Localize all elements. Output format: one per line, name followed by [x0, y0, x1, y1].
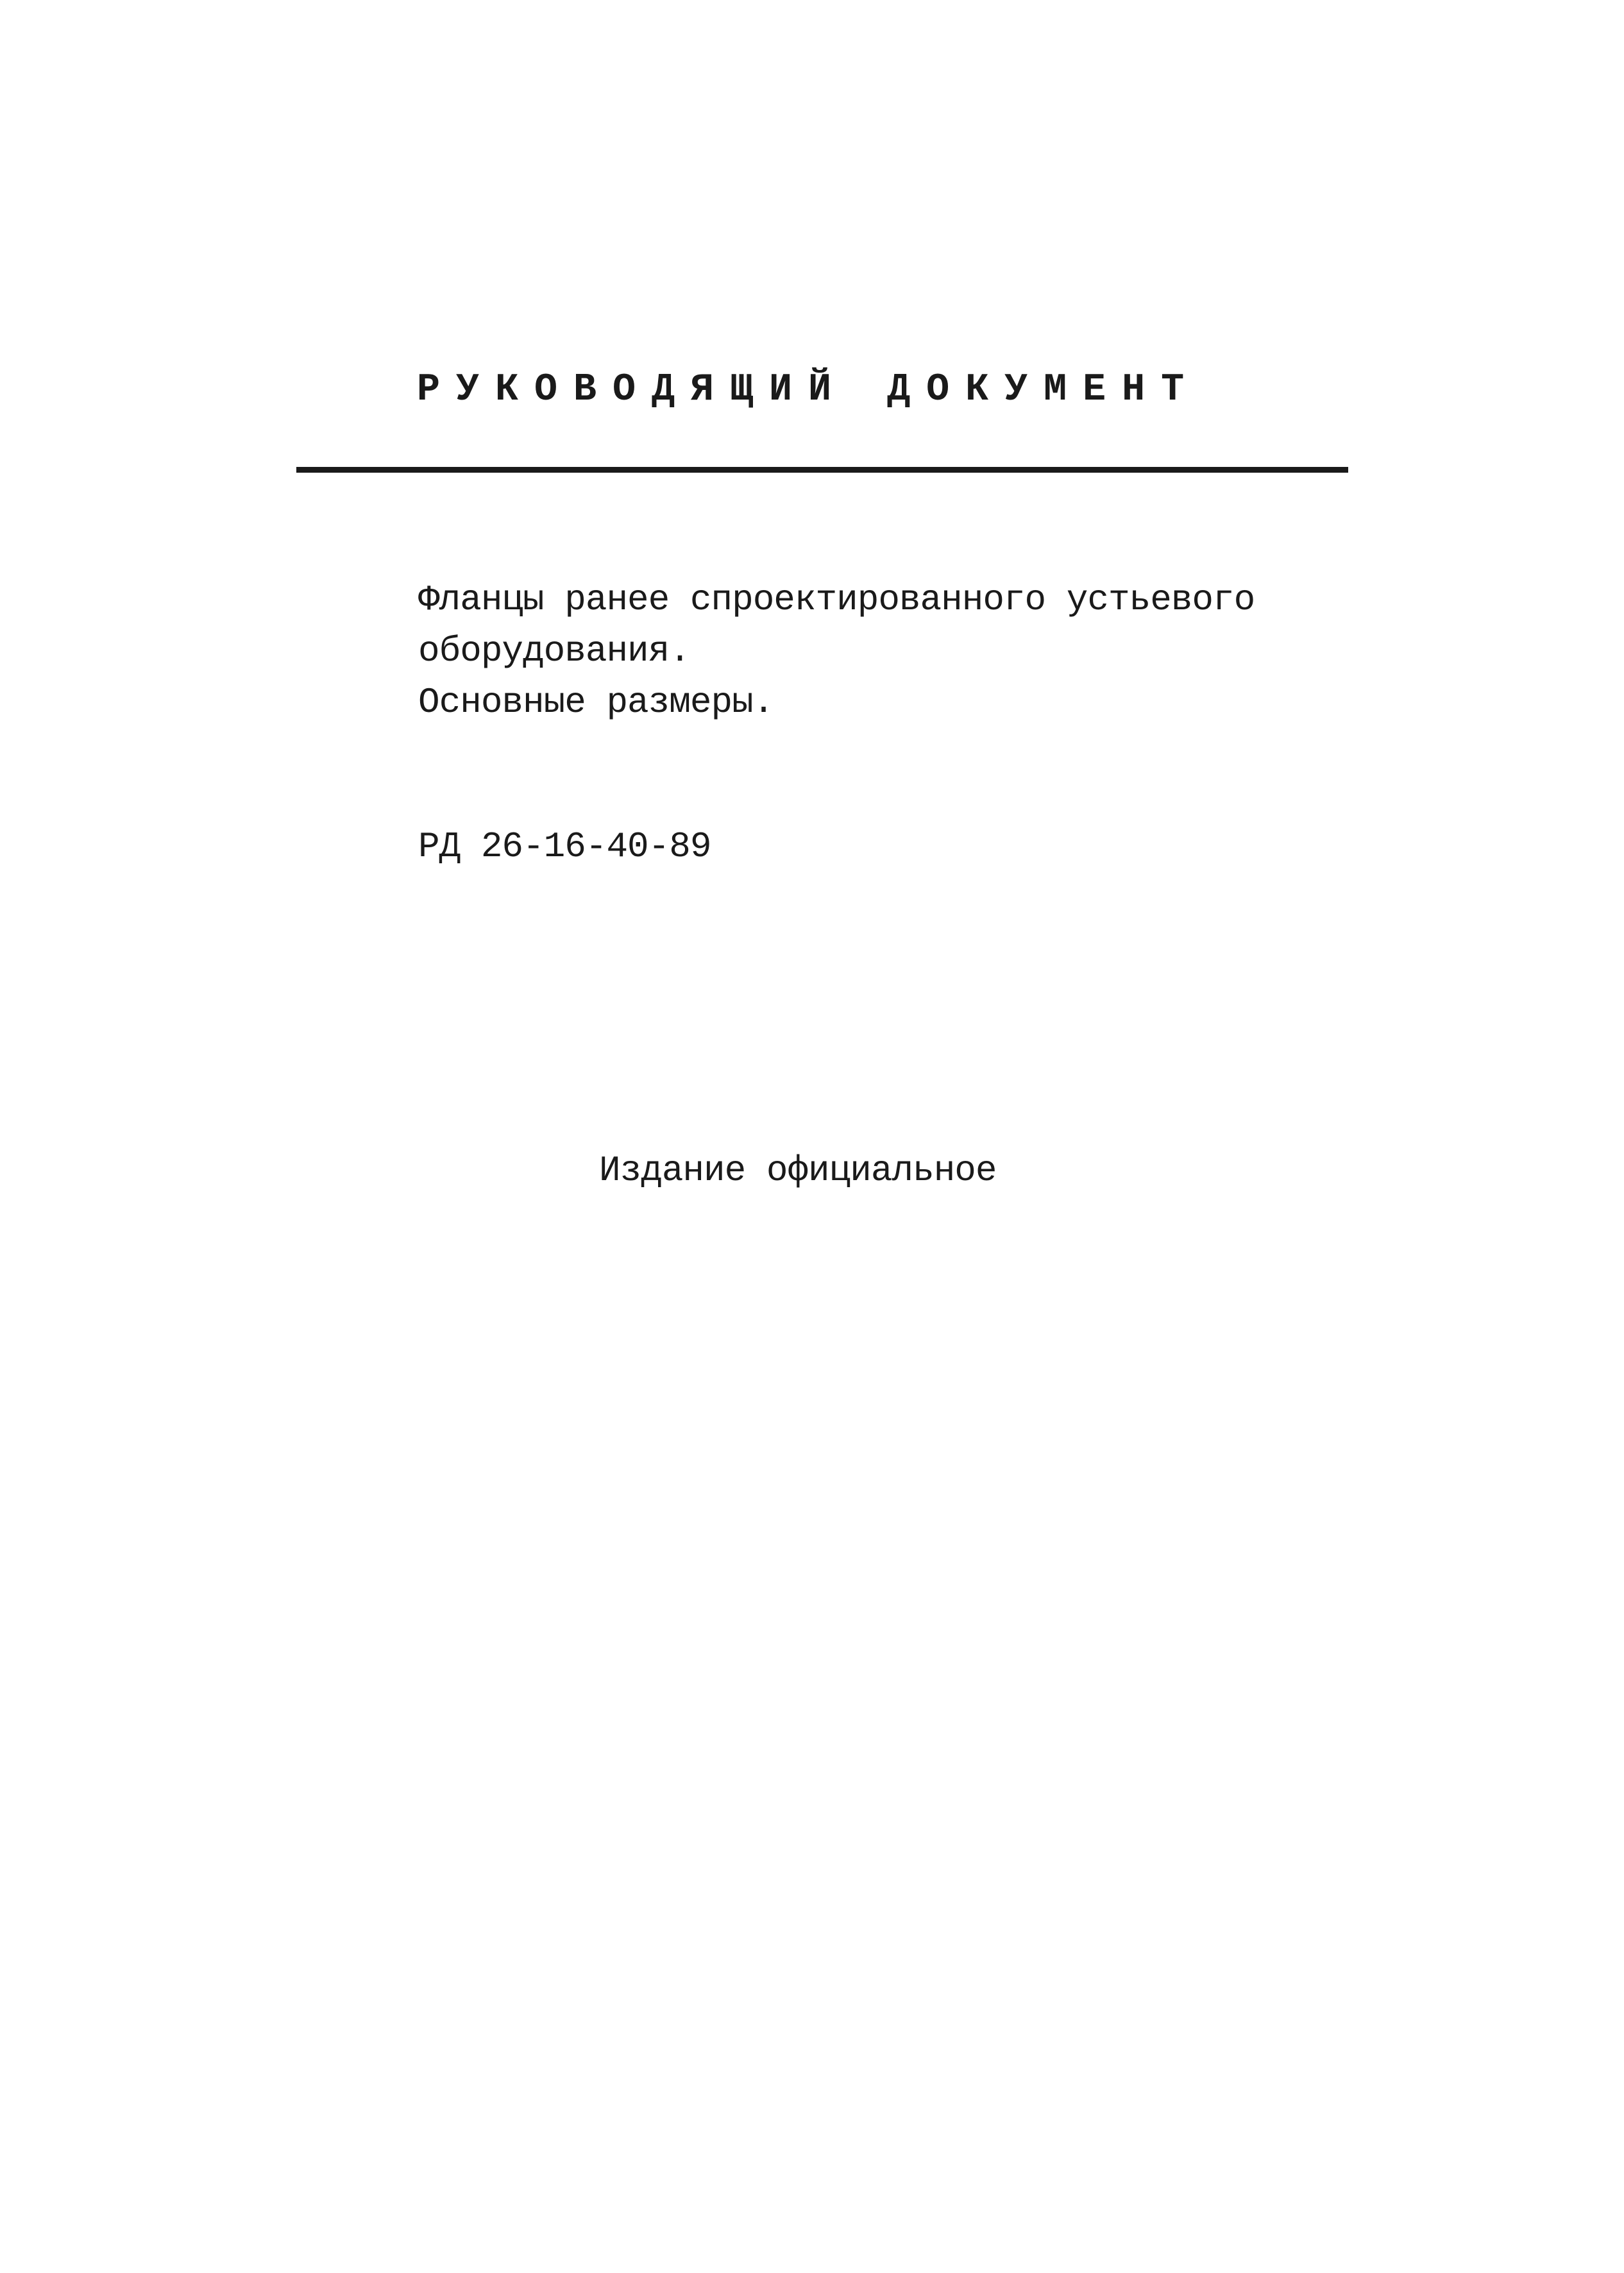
document-code: РД 26-16-40-89 [418, 826, 711, 867]
document-type-word-2: ДОКУМЕНТ [887, 368, 1201, 412]
document-title [418, 574, 1255, 728]
title-line-1: Фланцы ранее спроектированного устьевого [418, 579, 1255, 620]
document-type-word-1: РУКОВОДЯЩИЙ [417, 368, 848, 412]
title-line-3: Основные размеры. [418, 682, 774, 723]
document-type-heading [417, 368, 1201, 412]
title-line-2: оборудования. [418, 630, 690, 672]
edition-note: Издание официальное [599, 1150, 997, 1191]
heading-rule [296, 467, 1348, 473]
